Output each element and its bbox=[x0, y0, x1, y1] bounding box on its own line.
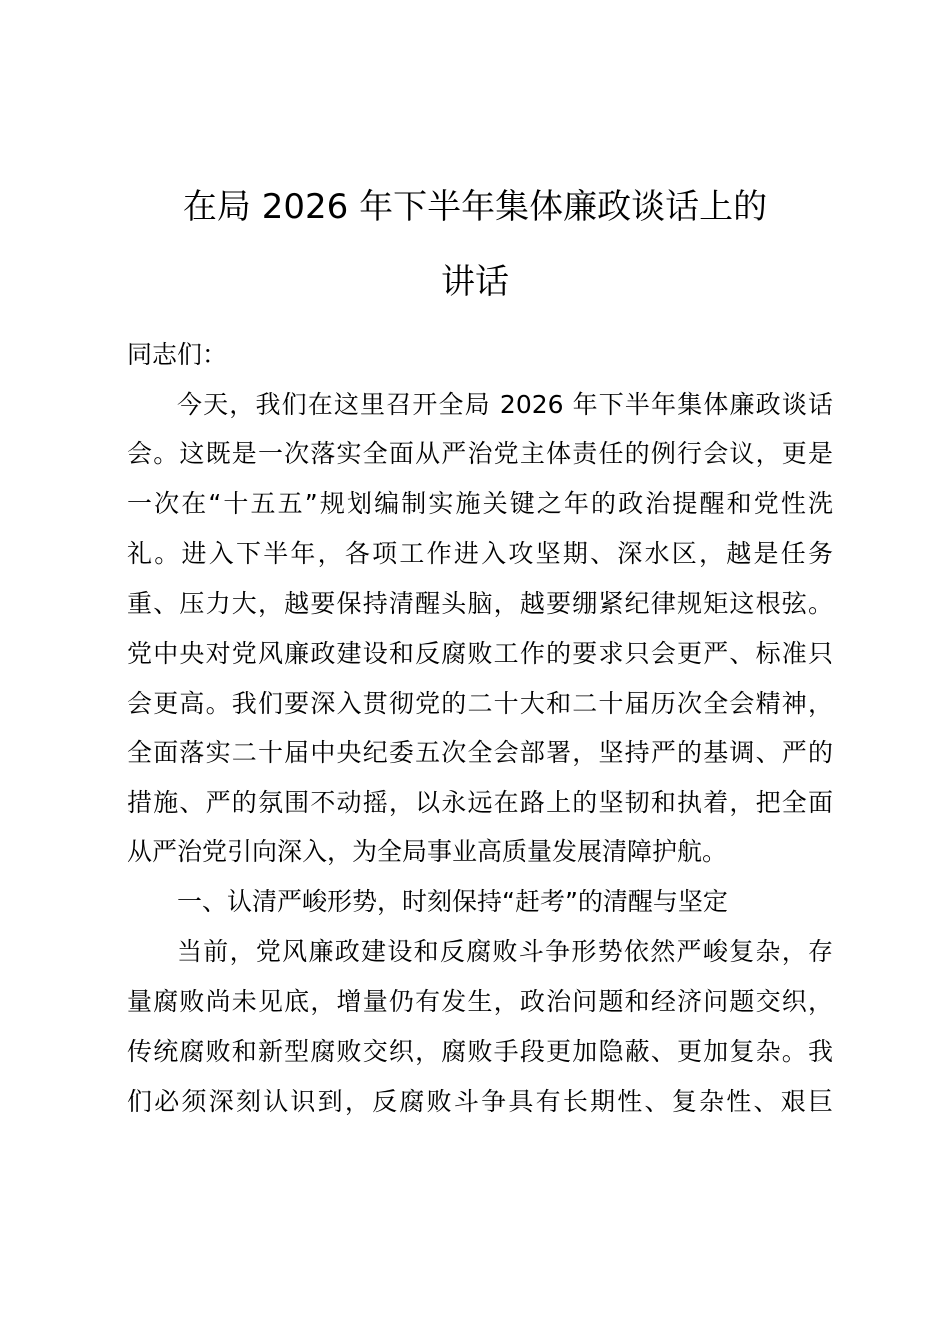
document-title-line-2: 讲话 bbox=[441, 262, 509, 302]
paragraph-1-line-2: 会。这既是一次落实全面从严治党主体责任的例行会议，更是 bbox=[127, 439, 833, 468]
paragraph-2-line-4: 们必须深刻认识到，反腐败斗争具有长期性、复杂性、艰巨 bbox=[127, 1087, 833, 1116]
paragraph-1-line-8: 全面落实二十届中央纪委五次全会部署，坚持严的基调、严的 bbox=[127, 738, 833, 767]
paragraph-1-line-3: 一次在“十五五”规划编制实施关键之年的政治提醒和党性洗 bbox=[127, 489, 833, 518]
document-title-line-1: 在局 2026 年下半年集体廉政谈话上的 bbox=[182, 187, 768, 227]
paragraph-1-line-1: 今天，我们在这里召开全局 2026 年下半年集体廉政谈话 bbox=[177, 390, 833, 419]
section-heading-1: 一、认清严峻形势，时刻保持“赶考”的清醒与坚定 bbox=[177, 887, 728, 916]
paragraph-1-line-4: 礼。进入下半年，各项工作进入攻坚期、深水区，越是任务 bbox=[127, 539, 833, 568]
paragraph-1-line-10: 从严治党引向深入，为全局事业高质量发展清障护航。 bbox=[127, 837, 728, 866]
paragraph-2-line-1: 当前，党风廉政建设和反腐败斗争形势依然严峻复杂，存 bbox=[177, 937, 833, 966]
paragraph-2-line-2: 量腐败尚未见底，增量仍有发生，政治问题和经济问题交织， bbox=[127, 987, 833, 1016]
paragraph-2-line-3: 传统腐败和新型腐败交织，腐败手段更加隐蔽、更加复杂。我 bbox=[127, 1037, 833, 1066]
paragraph-1-line-5: 重、压力大，越要保持清醒头脑，越要绷紧纪律规矩这根弦。 bbox=[127, 589, 833, 618]
paragraph-1-line-6: 党中央对党风廉政建设和反腐败工作的要求只会更严、标准只 bbox=[127, 639, 833, 668]
greeting: 同志们： bbox=[127, 340, 228, 369]
paragraph-1-line-9: 措施、严的氛围不动摇，以永远在路上的坚韧和执着，把全面 bbox=[127, 788, 833, 817]
paragraph-1-line-7: 会更高。我们要深入贯彻党的二十大和二十届历次全会精神， bbox=[127, 689, 833, 718]
